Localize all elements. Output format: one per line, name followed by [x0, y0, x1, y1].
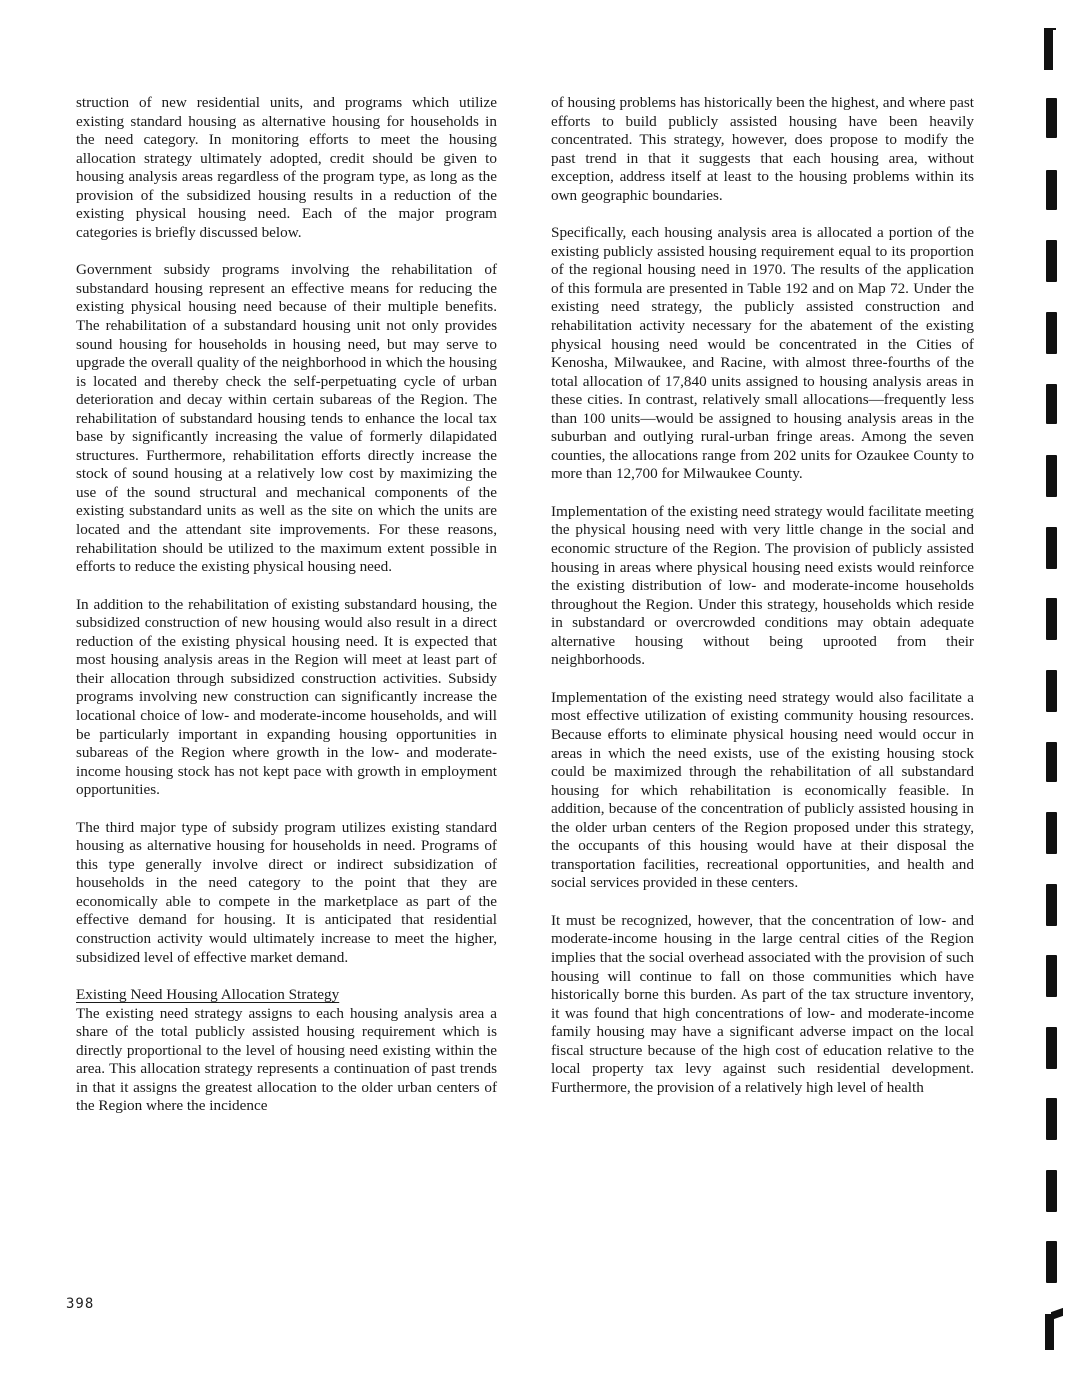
- right-paragraph-3: Implementation of the existing need strategy would facilitate meeting the physical housing need with very little change in the social and economic structure of the Region. The provision of publicly assisted housing in areas where physical housing need exists would reinforce the existing distribution of low- and moderate-income households throughout the Region. Under this strategy, households which reside in substandard or overcrowded conditions may obtain adequate alternative housing without being uprooted from their neighborhoods.: [551, 502, 974, 669]
- right-paragraph-2: Specifically, each housing analysis area is allocated a portion of the existing publicly assisted housing requirement equal to its proportion of the regional housing need in 1970. The results of the application of this formula are presented in Table 192 and on Map 72. Under the existing need strategy, the publicly assisted construction and rehabilitation activity necessary for the abatement of the existing physical housing need would be concentrated in the Cities of Kenosha, Milwaukee, and Racine, with almost three-fourths of the total allocation of 17,840 units assigned to housing analysis areas in these cities. In contrast, relatively small allocations—frequently less than 100 units—would be assigned to housing analysis areas in the suburban and outlying rural-urban fringe areas. Among the seven counties, the allocations range from 202 units for Ozaukee County to more than 12,700 for Milwaukee County.: [551, 224, 974, 483]
- binding-tabs: [1041, 0, 1066, 1380]
- left-paragraph-5: The existing need strategy assigns to each housing analysis area a share of the total publicly assisted housing requirement which is directly proportional to the level of housing need existing within the area. This allocation strategy represents a continuation of past trends in that it assigns the greatest allocation to the older urban centers of the Region where the incidence: [76, 1004, 497, 1115]
- binding-tab: [1046, 455, 1057, 497]
- left-paragraph-1: struction of new residential units, and programs which utilize existing standard housing as alternative housing for households in the need category. In monitoring efforts to meet the housing allocation strategy ultimately adopted, credit should be given to housing analysis areas regardless of the program type, as long as the provision of the subsidized housing results in a reduction of the existing physical housing need. Each of the major program categories is briefly discussed below.: [76, 94, 497, 241]
- binding-tab: [1046, 812, 1057, 854]
- right-paragraph-1: of housing problems has historically been the highest, and where past efforts to build publicly assisted housing have been heavily concentrated. This strategy, however, does propose to modify the past trend in that it suggests that each housing area, without exception, address itself at least to the housing problems within its own geographic boundaries.: [551, 94, 974, 204]
- right-paragraph-4: Implementation of the existing need strategy would also facilitate a most effective utilization of existing community housing resources. Because efforts to eliminate physical housing need would occur in areas in which the need exists, use of the existing housing stock could be maximized through the rehabilitation of all substandard housing for which rehabilitation is economically feasible. In addition, because of the concentration of publicly assisted housing in the older urban centers of the Region proposed under this strategy, the occupants of this housing would have at their disposal the transportation facilities, recreational opportunities, and health and social services provided in these centers.: [551, 688, 974, 892]
- left-paragraph-3: In addition to the rehabilitation of existing substandard housing, the subsidized construction of new housing would also result in a direct reduction of the existing physical housing need. It is expected that most housing analysis areas in the Region will meet at least part of their allocation through subsidized construction activities. Subsidy programs involving new construction can significantly increase the locational choice of low- and moderate-income households, and will be particularly important in expanding housing opportunities in subareas of the Region where growth in the low- and moderate-income housing stock has not kept pace with growth in employment opportunities.: [76, 595, 497, 799]
- section-subheading: Existing Need Housing Allocation Strategy: [76, 986, 340, 1004]
- binding-tab: [1046, 527, 1057, 569]
- binding-tab: [1046, 1170, 1057, 1212]
- binding-tab: [1046, 98, 1057, 138]
- right-paragraph-5: It must be recognized, however, that the concentration of low- and moderate-income housing in the large central cities of the Region implies that the social overhead associated with the provision of such housing will continue to fall on those communities which have historically borne this burden. As part of the tax structure inventory, it was found that high concentrations of low- and moderate-income family housing may have a significant adverse impact on the local fiscal structure because of the high cost of education relative to the local property tax levy against such residential development. Furthermore, the provision of a relatively high level of health: [551, 911, 974, 1096]
- binding-tab: [1046, 670, 1057, 712]
- binding-tab: [1046, 884, 1057, 926]
- binding-tab: [1046, 742, 1057, 782]
- binding-tab: [1046, 1027, 1057, 1069]
- binding-tab: [1046, 955, 1057, 997]
- binding-tab: [1046, 598, 1057, 640]
- page-number: 398: [66, 1296, 95, 1312]
- binding-tab: [1046, 240, 1057, 282]
- binding-bracket-bottom: [1045, 1310, 1063, 1350]
- left-column: [76, 94, 497, 1116]
- binding-tab: [1046, 1241, 1057, 1283]
- binding-tab: [1046, 170, 1057, 210]
- left-paragraph-2: Government subsidy programs involving the rehabilitation of substandard housing represent an effective means for reducing the existing physical housing need because of their multiple benefits. The rehabilitation of a substandard housing unit not only provides sound housing for households in housing need, but may serve to upgrade the overall quality of the neighborhood in which the housing is located and thereby check the self-perpetuating cycle of urban deterioration and decay within certain subareas of the Region. The rehabilitation of substandard housing tends to enhance the local tax base by significantly increasing the value of formerly dilapidated structures. Furthermore, rehabilitation efforts directly increase the stock of sound housing at a relatively low cost by maximizing the use of the sound structural and mechanical components of the existing substandard units as well as the site on which the units are located and the attendant site improvements. For these reasons, rehabilitation should be utilized to the maximum extent possible in efforts to reduce the existing physical housing need.: [76, 261, 497, 576]
- binding-tab: [1046, 312, 1057, 354]
- binding-tab: [1046, 384, 1057, 424]
- binding-tab: [1046, 1098, 1057, 1140]
- right-column: [551, 94, 974, 1097]
- left-paragraph-4: The third major type of subsidy program utilizes existing standard housing as alternative housing for households in need. Programs of this type generally involve direct or indirect subsidization of households in the need category to the point that they are economically able to compete in the marketplace as part of the effective demand for housing. It is anticipated that residential construction activity would ultimately increase to meet the higher, subsidized level of effective market demand.: [76, 818, 497, 966]
